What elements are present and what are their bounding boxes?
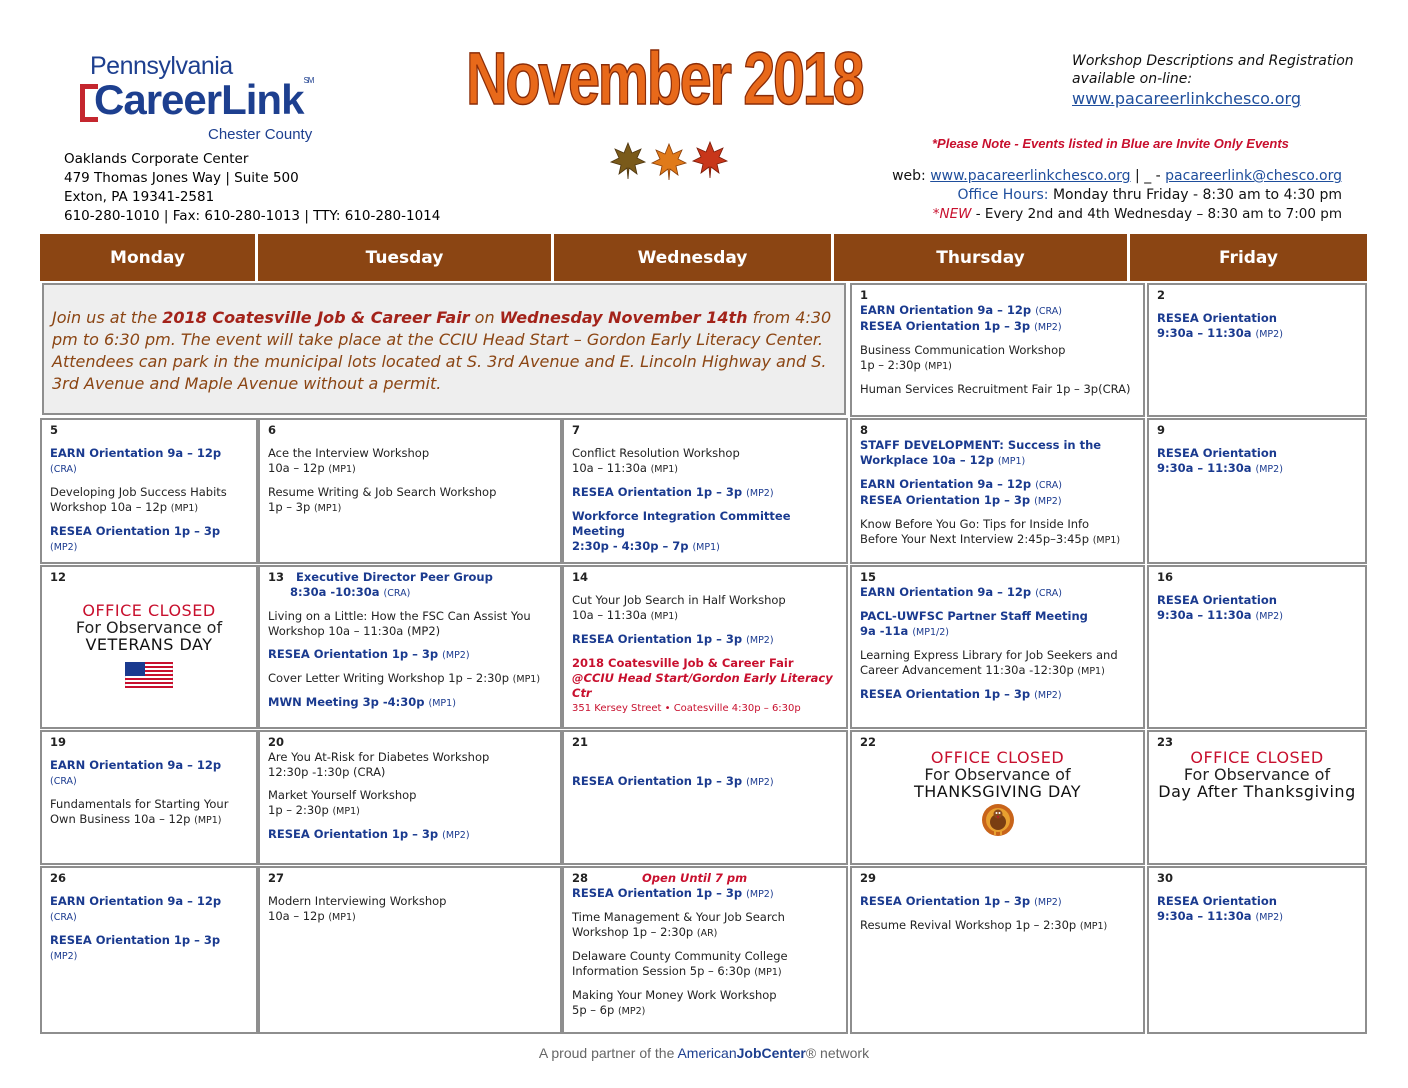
logo-brand: CareerLink℠ (94, 76, 314, 123)
email-link[interactable]: pacareerlink@chesco.org (1165, 168, 1342, 184)
new-evening-hours: *NEW - Every 2nd and 4th Wednesday – 8:30 am to 7:00 pm (932, 206, 1342, 222)
day-cell-2[interactable]: 2 RESEA Orientation 9:30a – 11:30a (MP2) (1147, 283, 1367, 417)
weekday-tuesday: Tuesday (258, 234, 554, 281)
office-closed-notice: OFFICE CLOSED For Observance of VETERANS DAY (50, 603, 248, 692)
address-line: 479 Thomas Jones Way | Suite 500 (64, 170, 299, 186)
weekday-header (40, 234, 1367, 281)
day-cell-29[interactable]: 29 RESEA Orientation 1p – 3p (MP2) Resume Revival Workshop 1p – 2:30p (MP1) (850, 866, 1145, 1034)
office-hours: Office Hours: Monday thru Friday - 8:30 am to 4:30 pm (957, 187, 1342, 203)
day-cell-28[interactable]: 28 Open Until 7 pm RESEA Orientation 1p – 3p (MP2) Time Management & Your Job Search Workshop 1p – 2:30p (AR) Delaware County Community College Information Session 5p – 6:30p (MP1) Making Your Money Work Workshop 5p – 6p (MP2) (562, 866, 848, 1034)
open-late-note: Open Until 7 pm (642, 871, 748, 885)
autumn-leaves-icon (606, 140, 730, 180)
day-cell-16[interactable]: 16 RESEA Orientation 9:30a – 11:30a (MP2) (1147, 565, 1367, 729)
day-cell-21[interactable]: 21 RESEA Orientation 1p – 3p (MP2) (562, 730, 848, 865)
workshop-registration-link[interactable]: www.pacareerlinkchesco.org (1072, 89, 1301, 108)
career-fair-banner: Join us at the 2018 Coatesville Job & Career Fair on Wednesday November 14th from 4:30 pm to 6:30 pm. The event will take place at the CCIU Head Start – Gordon Early Literacy Center. Attendees can park in the municipal lots located at S. 3rd Avenue and E. Lincoln Highway and S. 3rd Avenue and Maple Avenue without a permit. (42, 283, 846, 415)
careerlink-logo (80, 52, 330, 148)
day-cell-27[interactable]: 27 Modern Interviewing Workshop 10a – 12p (MP1) (258, 866, 562, 1034)
day-cell-14[interactable]: 14 Cut Your Job Search in Half Workshop 10a – 11:30a (MP1) RESEA Orientation 1p – 3p (MP2) 2018 Coatesville Job & Career Fair @CCIU Head Start/Gordon Early Literacy Ctr 351 Kersey Street • Coatesville 4:30p – 6:30p (562, 565, 848, 729)
day-cell-12[interactable]: 12 OFFICE CLOSED For Observance of VETERANS DAY (40, 565, 258, 729)
website-link[interactable]: www.pacareerlinkchesco.org (930, 168, 1131, 184)
day-cell-20[interactable]: 20 Are You At-Risk for Diabetes Workshop 12:30p -1:30p (CRA) Market Yourself Workshop 1p – 2:30p (MP1) RESEA Orientation 1p – 3p (MP2) (258, 730, 562, 865)
day-cell-22[interactable]: 22 OFFICE CLOSED For Observance of THANKSGIVING DAY (850, 730, 1145, 865)
day-cell-23[interactable]: 23 OFFICE CLOSED For Observance of Day After Thanksgiving (1147, 730, 1367, 865)
address-line: Oaklands Corporate Center (64, 151, 249, 167)
workshop-note: Workshop Descriptions and Registration available on-line: (1072, 53, 1354, 87)
office-closed-notice: OFFICE CLOSED For Observance of Day After Thanksgiving (1158, 748, 1356, 801)
address-line: Exton, PA 19341-2581 (64, 189, 215, 205)
weekday-wednesday: Wednesday (554, 234, 834, 281)
weekday-monday: Monday (40, 234, 258, 281)
logo-state: Pennsylvania (90, 52, 233, 80)
day-cell-1[interactable]: 1 EARN Orientation 9a – 12p (CRA) RESEA Orientation 1p – 3p (MP2) Business Communication Workshop 1p – 2:30p (MP1) Human Services Recruitment Fair 1p – 3p(CRA) (850, 283, 1145, 417)
office-closed-notice: OFFICE CLOSED For Observance of THANKSGIVING DAY (860, 750, 1135, 841)
logo-county: Chester County (208, 126, 313, 143)
weekday-thursday: Thursday (834, 234, 1130, 281)
day-cell-30[interactable]: 30 RESEA Orientation 9:30a – 11:30a (MP2) (1147, 866, 1367, 1034)
day-cell-5[interactable]: 5 EARN Orientation 9a – 12p (CRA) Developing Job Success Habits Workshop 10a – 12p (MP1) RESEA Orientation 1p – 3p (MP2) (40, 418, 258, 564)
weekday-friday: Friday (1219, 247, 1278, 268)
turkey-icon (975, 801, 1021, 837)
day-cell-13[interactable]: 13 Executive Director Peer Group 8:30a -10:30a (CRA) Living on a Little: How the FSC Can Assist You Workshop 10a – 11:30a (MP2) RESEA Orientation 1p – 3p (MP2) Cover Letter Writing Workshop 1p – 2:30p (MP1) MWN Meeting 3p -4:30p (MP1) (258, 565, 562, 729)
day-cell-26[interactable]: 26 EARN Orientation 9a – 12p (CRA) RESEA Orientation 1p – 3p (MP2) (40, 866, 258, 1034)
american-job-center-logo: AmericanJobCenter (677, 1045, 806, 1061)
footer-partner-note: A proud partner of the AmericanJobCenter® network (538, 1045, 870, 1061)
day-cell-19[interactable]: 19 EARN Orientation 9a – 12p (CRA) Fundamentals for Starting Your Own Business 10a – 12p (MP1) (40, 730, 258, 865)
day-cell-9[interactable]: 9 RESEA Orientation 9:30a – 11:30a (MP2) (1147, 418, 1367, 564)
day-cell-6[interactable]: 6 Ace the Interview Workshop 10a – 12p (MP1) Resume Writing & Job Search Workshop 1p – 3p (MP1) (258, 418, 562, 564)
contact-line: web: www.pacareerlinkchesco.org | _ - pacareerlink@chesco.org (892, 168, 1342, 184)
us-flag-icon (125, 662, 173, 688)
page-title: November 2018 (466, 37, 863, 120)
address-line: 610-280-1010 | Fax: 610-280-1013 | TTY: 610-280-1014 (64, 208, 441, 224)
day-cell-15[interactable]: 15 EARN Orientation 9a – 12p (CRA) PACL-UWFSC Partner Staff Meeting 9a -11a (MP1/2) Learning Express Library for Job Seekers and Career Advancement 11:30a -12:30p (MP1) RESEA Orientation 1p – 3p (MP2) (850, 565, 1145, 729)
office-address (64, 150, 440, 226)
day-cell-8[interactable]: 8 STAFF DEVELOPMENT: Success in the Workplace 10a – 12p (MP1) EARN Orientation 9a – 12p (CRA) RESEA Orientation 1p – 3p (MP2) Know Before You Go: Tips for Inside Info Before Your Next Interview 2:45p–3:45p (MP1) (850, 418, 1145, 564)
day-cell-7[interactable]: 7 Conflict Resolution Workshop 10a – 11:30a (MP1) RESEA Orientation 1p – 3p (MP2) Workforce Integration Committee Meeting 2:30p - 4:30p – 7p (MP1) (562, 418, 848, 564)
invite-only-note: *Please Note - Events listed in Blue are Invite Only Events (932, 136, 1289, 151)
